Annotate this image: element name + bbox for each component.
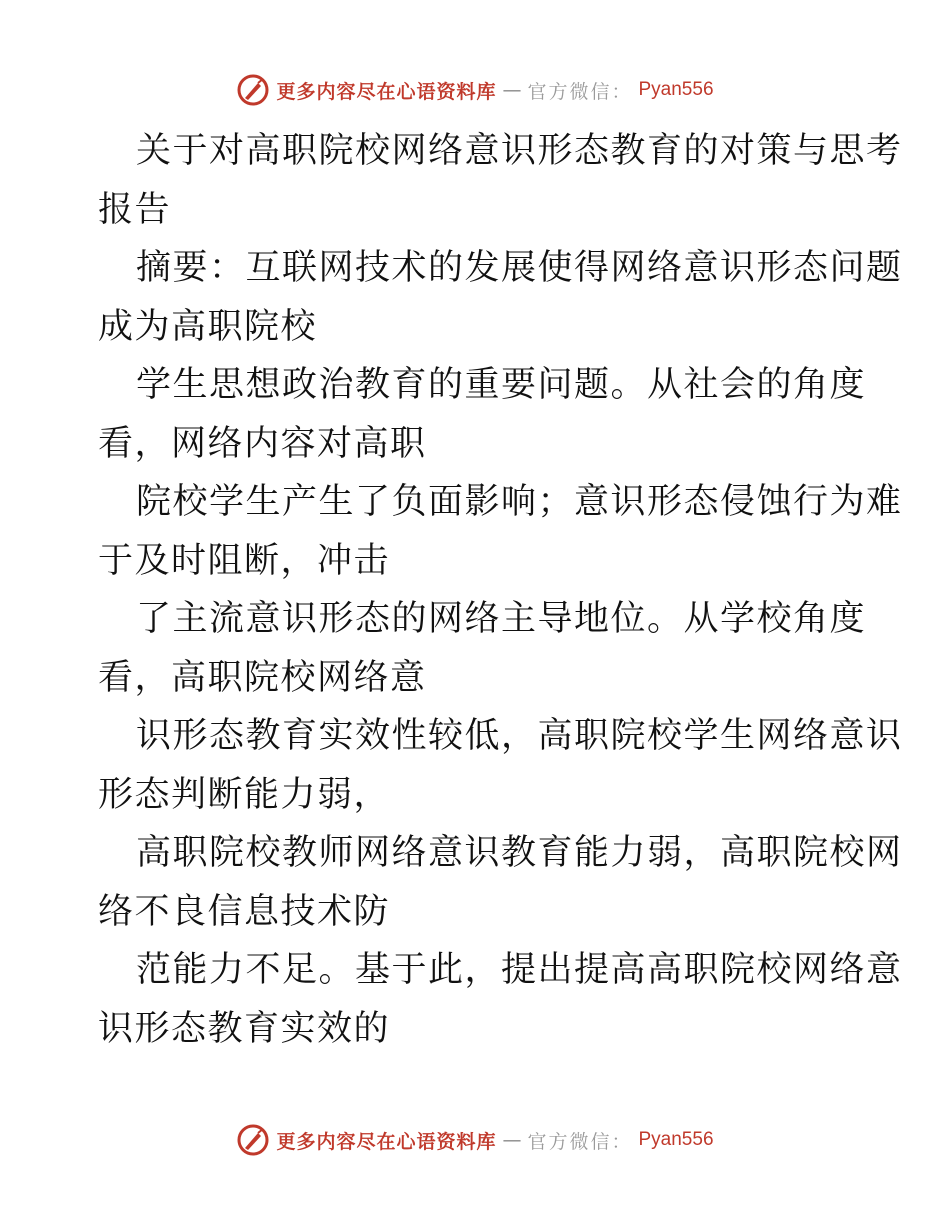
document-line: 学生思想政治教育的重要问题。从社会的角度 [136, 365, 867, 405]
document-line: 关于对高职院校网络意识形态教育的对策与思考 [136, 131, 903, 171]
document-line: 院校学生产生了负面影响；意识形态侵蚀行为难 [136, 482, 903, 522]
document-line: 成为高职院校 [98, 306, 318, 347]
footer-watermark [0, 1120, 950, 1160]
watermark-wechat-id: Pyan556 [638, 1129, 714, 1150]
document-line: 报告 [98, 189, 172, 230]
watermark-text: 更多内容尽在心语资料库 [276, 80, 497, 103]
document-line: 看，高职院校网络意 [98, 657, 427, 698]
watermark-separator: — [502, 1129, 522, 1151]
document-line: 高职院校教师网络意识教育能力弱，高职院校网 [136, 833, 903, 873]
quill-logo-icon [236, 73, 270, 107]
watermark-text: 更多内容尽在心语资料库 [276, 1130, 497, 1153]
document-line: 识形态教育实效的 [98, 1008, 391, 1049]
document-line: 范能力不足。基于此，提出提高高职院校网络意 [136, 950, 903, 990]
document-line: 看，网络内容对高职 [98, 423, 427, 464]
header-watermark [0, 70, 950, 110]
watermark-wechat-id: Pyan556 [638, 79, 714, 100]
quill-logo-icon [236, 1123, 270, 1157]
watermark-official: 官方微信： [527, 1130, 633, 1153]
document-line: 形态判断能力弱， [98, 774, 391, 815]
document-line: 了主流意识形态的网络主导地位。从学校角度 [136, 599, 867, 639]
watermark-separator: — [502, 79, 522, 101]
document-line: 络不良信息技术防 [98, 891, 391, 932]
document-line: 识形态教育实效性较低，高职院校学生网络意识 [136, 716, 903, 756]
watermark-official: 官方微信： [527, 80, 633, 103]
document-line: 摘要：互联网技术的发展使得网络意识形态问题 [136, 248, 903, 288]
document-line: 于及时阻断，冲击 [98, 540, 391, 581]
document-body [98, 122, 903, 1058]
